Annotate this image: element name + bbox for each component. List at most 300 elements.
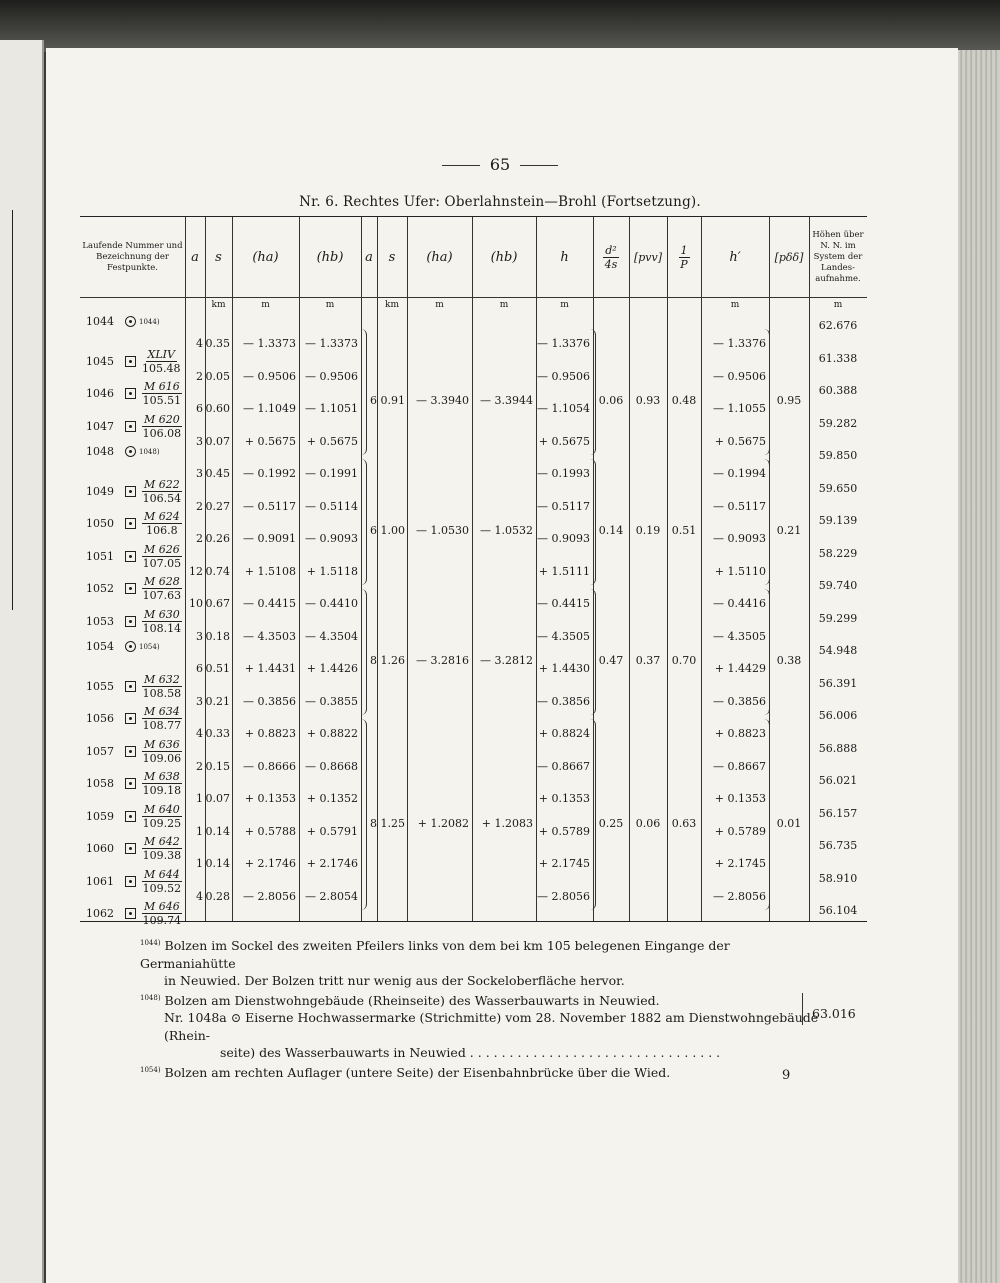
footnotes: [140, 935, 856, 1081]
group-brace: [764, 329, 770, 455]
section-hb: + 0.8822: [306, 727, 358, 740]
column-rule: [667, 217, 668, 921]
section-hb: — 0.4410: [305, 597, 358, 610]
group-pvv: 0.06: [635, 816, 661, 830]
section-h-prime: + 2.1745: [714, 857, 766, 870]
height-value: 59.650: [818, 481, 858, 495]
unit-hb: m: [325, 300, 335, 310]
point-label: [86, 478, 182, 505]
point-label: [86, 770, 182, 797]
mark-km: 107.63: [142, 589, 182, 602]
section-h: + 0.5675: [538, 434, 590, 448]
point-number: 1061: [86, 874, 114, 888]
section-hb: + 2.1746: [306, 857, 358, 870]
section-h: — 1.3376: [537, 337, 590, 350]
section-h: + 1.4430: [538, 662, 590, 675]
mark-fraction: [142, 575, 182, 602]
mark-name: XLIV: [147, 347, 175, 361]
section-h-prime: — 4.3505: [713, 629, 766, 643]
group-a: 6: [370, 394, 377, 407]
mark-fraction: [142, 413, 182, 440]
section-hb: + 0.5791: [306, 824, 358, 838]
left-page-edge: [0, 40, 44, 1283]
section-h: + 1.5111: [538, 564, 590, 578]
mark-name: M 632: [144, 672, 180, 686]
section-a: 3: [196, 434, 203, 448]
group-s: 1.00: [380, 524, 405, 537]
group-pvv: 0.93: [635, 394, 661, 407]
section-h-prime: — 0.1994: [713, 467, 766, 480]
group-inverse-p: 0.51: [671, 524, 697, 537]
mark-fraction: [142, 803, 182, 830]
mark-name: M 638: [144, 770, 180, 783]
point-label: [86, 575, 182, 602]
mark-name: M 642: [144, 835, 180, 848]
section-ha: — 0.1992: [243, 467, 296, 480]
footnote-ref: 1044): [139, 317, 160, 326]
section-s: 0.28: [205, 889, 230, 903]
point-number: 1058: [86, 777, 114, 790]
mark-name: M 630: [144, 607, 180, 621]
section-hb: + 0.1352: [306, 792, 358, 805]
section-s: 0.51: [205, 662, 230, 675]
benchmark-square-icon: [125, 583, 136, 594]
section-h-prime: + 0.5789: [714, 824, 766, 838]
point-number: 1046: [86, 387, 114, 400]
sheet-signature: 9: [782, 1068, 791, 1083]
mark-fraction: [142, 705, 182, 732]
section-a: 3: [196, 694, 203, 708]
section-a: 10: [189, 597, 203, 610]
mark-km: 105.48: [142, 361, 181, 375]
note-1044-cont: in Neuwied. Der Bolzen tritt nur wenig aus der Sockeloberfläche hervor.: [164, 973, 625, 989]
section-a: 2: [196, 532, 203, 545]
header-a2: a: [365, 249, 373, 265]
group-a: 8: [370, 654, 377, 667]
group-brace: [361, 589, 367, 715]
section-a: 3: [196, 467, 203, 480]
point-number: 1047: [86, 419, 114, 433]
section-s: 0.67: [205, 597, 230, 610]
header-label: Laufende Nummer und Bezeichnung der Festpunkte.: [82, 240, 183, 273]
height-value: 58.910: [818, 871, 858, 885]
point-number: 1044: [86, 315, 114, 328]
section-ha: + 0.5788: [244, 824, 296, 838]
height-value: 56.888: [818, 741, 858, 755]
section-h-prime: — 0.9093: [713, 532, 766, 545]
section-s: 0.74: [205, 564, 230, 578]
group-ha: + 1.2082: [417, 816, 469, 830]
section-h-prime: + 0.5675: [714, 434, 766, 448]
section-h: — 1.1054: [537, 402, 590, 415]
group-pdd: 0.01: [776, 816, 802, 830]
bolt-circle-icon: [125, 446, 136, 457]
unit-ha: m: [261, 300, 270, 310]
section-ha: — 4.3503: [243, 629, 296, 643]
section-s: 0.45: [205, 467, 230, 480]
group-s: 1.26: [380, 654, 405, 667]
header-h: h: [560, 249, 569, 265]
point-number: 1057: [86, 744, 114, 758]
benchmark-square-icon: [125, 778, 136, 789]
mark-name: M 646: [144, 900, 180, 913]
group-d2: 0.25: [598, 816, 624, 830]
section-hb: — 0.9093: [305, 532, 358, 545]
point-label: [86, 510, 182, 537]
mark-km: 106.08: [142, 426, 182, 440]
section-a: 1: [196, 824, 203, 838]
benchmark-square-icon: [125, 421, 136, 432]
table-title: Nr. 6. Rechtes Ufer: Oberlahnstein—Brohl (Fortsetzung).: [299, 194, 701, 210]
header-pdd: [pδδ]: [774, 250, 804, 264]
group-s: 0.91: [380, 394, 405, 407]
group-hb: — 1.0532: [480, 524, 533, 537]
group-brace: [764, 589, 770, 715]
point-label: [86, 900, 182, 927]
header-a: a: [191, 249, 199, 265]
height-value: 59.139: [818, 514, 858, 527]
section-ha: — 1.3373: [243, 337, 296, 350]
mark-name: M 620: [144, 412, 180, 426]
mark-fraction: [142, 608, 182, 635]
benchmark-square-icon: [125, 616, 136, 627]
header-hb2: (hb): [490, 249, 518, 265]
mark-fraction: [142, 900, 182, 927]
section-s: 0.05: [205, 369, 230, 383]
footnote-ref: 1054): [139, 642, 160, 651]
point-label: [86, 608, 182, 635]
point-label: [86, 673, 182, 700]
mark-km: 109.06: [142, 751, 182, 765]
section-h-prime: — 1.3376: [713, 337, 766, 350]
mark-km: 105.51: [142, 394, 182, 407]
section-h-prime: + 0.8823: [714, 727, 766, 740]
mark-name: M 616: [144, 380, 180, 393]
mark-km: 109.52: [142, 881, 182, 895]
point-number: 1056: [86, 712, 114, 725]
benchmark-square-icon: [125, 681, 136, 692]
section-a: 12: [189, 564, 203, 578]
mark-name: M 626: [144, 542, 180, 556]
point-number: 1059: [86, 809, 114, 823]
group-pvv: 0.37: [635, 654, 661, 667]
height-value: 58.229: [818, 546, 858, 560]
section-a: 1: [196, 857, 203, 870]
mark-km: 109.18: [142, 784, 182, 797]
height-value: 54.948: [818, 644, 858, 657]
section-hb: — 0.9506: [305, 369, 358, 383]
page-stack-edge: [958, 50, 1000, 1283]
header-ha: (ha): [252, 249, 279, 265]
point-label: [86, 705, 182, 732]
mark-fraction: [142, 738, 182, 765]
section-h-prime: — 0.9506: [713, 369, 766, 383]
bolt-circle-icon: [125, 641, 136, 652]
header-hb: (hb): [316, 249, 344, 265]
mark-fraction: [142, 868, 182, 895]
point-number: 1051: [86, 549, 114, 563]
header-inverse-p: $\frac{1}{P}$: [680, 243, 688, 271]
benchmark-square-icon: [125, 356, 136, 367]
section-h: — 4.3505: [537, 629, 590, 643]
note-1044: $^{1044)}$ Bolzen im Sockel des zweiten Pfeilers links von dem bei km 105 belegenen Eingange der Germaniahütte: [140, 938, 730, 971]
section-h-prime: + 1.5110: [714, 564, 766, 578]
group-inverse-p: 0.48: [671, 394, 697, 407]
section-ha: + 0.8823: [244, 727, 296, 740]
section-hb: — 0.8668: [305, 759, 358, 773]
mark-km: 108.58: [142, 686, 182, 700]
section-h: — 0.3856: [537, 694, 590, 708]
height-value: 59.740: [818, 579, 858, 592]
section-s: 0.21: [205, 694, 230, 708]
section-a: 6: [196, 402, 203, 415]
group-pdd: 0.95: [776, 394, 802, 407]
section-hb: + 1.4426: [306, 662, 358, 675]
group-d2: 0.06: [598, 394, 624, 407]
group-inverse-p: 0.70: [671, 654, 697, 667]
height-value: 56.021: [818, 774, 858, 787]
height-value: 56.391: [818, 676, 858, 690]
section-a: 1: [196, 792, 203, 805]
group-brace: [361, 329, 367, 455]
section-s: 0.18: [205, 629, 230, 643]
column-rule: [472, 217, 473, 921]
section-a: 6: [196, 662, 203, 675]
point-label: [86, 543, 182, 570]
section-h-prime: + 1.4429: [714, 662, 766, 675]
group-ha: — 1.0530: [416, 524, 469, 537]
group-brace: [590, 589, 596, 715]
point-number: 1052: [86, 582, 114, 595]
group-pdd: 0.21: [776, 524, 802, 537]
unit-s: km: [211, 300, 226, 310]
group-d2: 0.47: [598, 654, 624, 667]
section-hb: — 1.1051: [305, 402, 358, 415]
section-s: 0.26: [205, 532, 230, 545]
point-label: [86, 445, 160, 458]
section-hb: — 0.5114: [305, 499, 358, 513]
benchmark-square-icon: [125, 843, 136, 854]
group-hb: + 1.2083: [481, 816, 533, 830]
mark-fraction: [142, 673, 182, 700]
section-ha: — 2.8056: [243, 889, 296, 903]
mark-name: M 644: [144, 867, 180, 881]
mark-name: M 634: [144, 705, 180, 718]
height-value: 59.282: [818, 416, 858, 430]
mark-km: 109.38: [142, 849, 182, 862]
section-h-prime: — 0.4416: [713, 597, 766, 610]
benchmark-square-icon: [125, 811, 136, 822]
mark-name: M 636: [144, 737, 180, 751]
group-brace: [590, 329, 596, 455]
mark-km: 109.74: [142, 914, 182, 927]
page-number: 65: [0, 155, 1000, 174]
header-rule: [80, 297, 867, 298]
mark-fraction: [142, 348, 181, 375]
point-number: 1060: [86, 842, 114, 855]
section-h: — 2.8056: [537, 889, 590, 903]
unit-hb2: m: [499, 300, 509, 310]
section-s: 0.35: [205, 337, 230, 350]
footnote-ref: 1048): [139, 447, 160, 456]
section-a: 2: [196, 759, 203, 773]
note-value-rule: [802, 993, 803, 1025]
height-value: 56.735: [818, 839, 858, 852]
group-brace: [361, 719, 367, 910]
section-h: — 0.1993: [537, 467, 590, 480]
section-h-prime: — 0.3856: [713, 694, 766, 708]
mark-km: 106.54: [142, 491, 182, 505]
column-rule: [407, 217, 408, 921]
section-a: 4: [196, 727, 203, 740]
group-pvv: 0.19: [635, 524, 661, 537]
header-d2-fraction: $\frac{\text{d²}}{4s}$: [604, 243, 618, 271]
mark-fraction: [142, 478, 182, 505]
unit-s2: km: [385, 300, 399, 310]
unit-h-prime: m: [730, 300, 740, 310]
point-number: 1062: [86, 907, 114, 920]
header-s: s: [215, 249, 222, 265]
section-h-prime: — 1.1055: [713, 402, 766, 415]
group-s: 1.25: [380, 816, 405, 830]
note-1048a: Nr. 1048a ⊙ Eiserne Hochwassermarke (Strichmitte) vom 28. November 1882 am Dienstwohngebäude (Rhein-: [164, 1010, 819, 1043]
header-hoehen: Höhen über N. N. im System der Landes-aufnahme.: [812, 229, 864, 284]
section-h: — 0.8667: [537, 759, 590, 773]
height-value: 56.157: [818, 806, 858, 820]
section-h: — 0.9506: [537, 369, 590, 383]
group-brace: [764, 459, 770, 585]
point-label: [86, 348, 181, 375]
point-label: [86, 380, 182, 407]
point-number: 1053: [86, 614, 114, 628]
section-ha: + 2.1746: [244, 857, 296, 870]
benchmark-square-icon: [125, 876, 136, 887]
unit-hoehen: m: [833, 300, 843, 310]
book-binding-top: [0, 0, 1000, 52]
point-label: [86, 835, 182, 862]
section-s: 0.27: [205, 499, 230, 513]
group-a: 6: [370, 524, 377, 537]
benchmark-square-icon: [125, 486, 136, 497]
section-ha: — 0.9506: [243, 369, 296, 383]
section-s: 0.14: [205, 857, 230, 870]
group-brace: [590, 459, 596, 585]
mark-name: M 622: [144, 477, 180, 491]
section-ha: + 1.5108: [244, 564, 296, 578]
unit-ha2: m: [435, 300, 444, 310]
point-number: 1045: [86, 354, 114, 368]
header-s2: s: [388, 249, 396, 265]
note-1048a-cont: seite) des Wasserbauwarts in Neuwied . . . . . . . . . . . . . . . . . . . . . . . . . . . . . . . .: [220, 1045, 721, 1061]
mark-km: 107.05: [142, 556, 182, 570]
section-hb: + 1.5118: [306, 564, 358, 578]
mark-km: 109.25: [142, 816, 182, 830]
section-hb: — 1.3373: [305, 337, 358, 350]
section-h: — 0.9093: [537, 532, 590, 545]
column-rule: [629, 217, 630, 921]
section-s: 0.33: [205, 727, 230, 740]
header-ha2: (ha): [426, 249, 453, 265]
group-hb: — 3.2812: [480, 654, 533, 667]
mark-fraction: [142, 543, 182, 570]
section-h: — 0.4415: [537, 597, 590, 610]
section-s: 0.07: [205, 434, 230, 448]
section-hb: — 0.3855: [305, 694, 358, 708]
height-value: 59.850: [818, 449, 858, 462]
group-brace: [361, 459, 367, 585]
note-1048a-height: 63.016: [812, 1006, 856, 1021]
point-label: [86, 413, 182, 440]
section-a: 4: [196, 889, 203, 903]
leveling-table: [80, 216, 867, 927]
point-number: 1048: [86, 445, 114, 458]
section-a: 2: [196, 499, 203, 513]
height-value: 60.388: [818, 384, 858, 397]
section-s: 0.15: [205, 759, 230, 773]
mark-fraction: [142, 510, 182, 537]
section-h: — 0.5117: [537, 499, 590, 513]
group-brace: [764, 719, 770, 910]
point-label: [86, 640, 160, 653]
section-s: 0.14: [205, 824, 230, 838]
height-value: 59.299: [818, 611, 858, 625]
section-h: + 0.1353: [538, 792, 590, 805]
section-ha: + 0.1353: [244, 792, 296, 805]
point-number: 1050: [86, 517, 114, 530]
mark-fraction: [142, 835, 182, 862]
point-label: [86, 738, 182, 765]
group-ha: — 3.2816: [416, 654, 469, 667]
point-number: 1054: [86, 640, 114, 653]
section-ha: — 0.5117: [243, 499, 296, 513]
group-pdd: 0.38: [776, 654, 802, 667]
mark-name: M 624: [144, 510, 180, 523]
section-ha: + 1.4431: [244, 662, 296, 675]
section-ha: — 0.9091: [243, 532, 296, 545]
mark-km: 108.77: [142, 719, 182, 732]
section-hb: — 2.8054: [305, 889, 358, 903]
section-hb: — 4.3504: [305, 629, 358, 643]
mark-name: M 628: [144, 575, 180, 588]
section-ha: — 0.8666: [243, 759, 296, 773]
section-ha: — 0.3856: [243, 694, 296, 708]
group-a: 8: [370, 816, 377, 830]
height-value: 56.104: [818, 904, 858, 917]
section-h-prime: + 0.1353: [714, 792, 766, 805]
group-d2: 0.14: [598, 524, 624, 537]
section-s: 0.60: [205, 402, 230, 415]
point-label: [86, 868, 182, 895]
unit-h: m: [560, 300, 569, 310]
group-inverse-p: 0.63: [671, 816, 697, 830]
section-hb: + 0.5675: [306, 434, 358, 448]
section-ha: — 1.1049: [243, 402, 296, 415]
mark-fraction: [142, 380, 182, 407]
benchmark-square-icon: [125, 746, 136, 757]
mark-fraction: [142, 770, 182, 797]
point-number: 1049: [86, 484, 114, 498]
note-1048: $^{1048)}$ Bolzen am Dienstwohngebäude (Rheinseite) des Wasserbauwarts in Neuwied.: [140, 992, 660, 1008]
section-ha: — 0.4415: [243, 597, 296, 610]
section-h-prime: — 0.5117: [713, 499, 766, 513]
height-value: 61.338: [818, 351, 858, 365]
mark-km: 106.8: [146, 524, 178, 537]
column-rule: [377, 217, 378, 921]
point-label: [86, 315, 160, 328]
section-h: + 0.8824: [538, 727, 590, 740]
section-ha: + 0.5675: [244, 434, 296, 448]
height-value: 56.006: [818, 709, 858, 722]
